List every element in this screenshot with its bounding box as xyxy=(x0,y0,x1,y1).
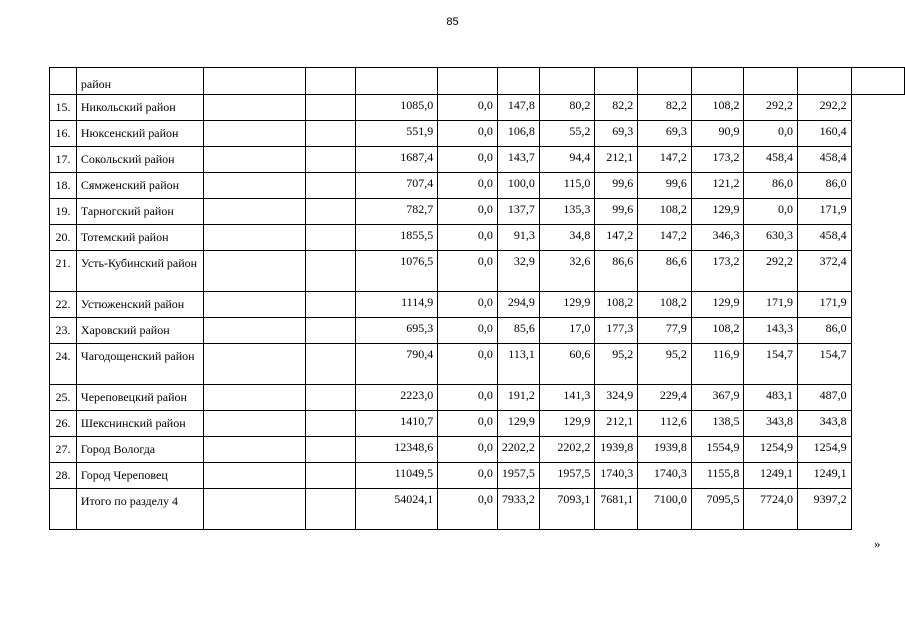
value-cell: 154,7 xyxy=(798,344,852,385)
empty-cell xyxy=(306,251,356,292)
empty-cell xyxy=(203,173,306,199)
value-cell: 32,9 xyxy=(497,251,539,292)
empty-cell xyxy=(306,437,356,463)
value-cell: 135,3 xyxy=(539,199,594,225)
total-row xyxy=(50,489,905,530)
empty-cell xyxy=(306,68,356,95)
value-cell: 108,2 xyxy=(691,95,744,121)
empty-cell xyxy=(203,489,306,530)
empty-cell xyxy=(306,344,356,385)
value-cell: 143,7 xyxy=(497,147,539,173)
value-cell: 60,6 xyxy=(539,344,594,385)
value-cell xyxy=(798,68,852,95)
value-cell: 1410,7 xyxy=(356,411,438,437)
empty-cell xyxy=(203,292,306,318)
value-cell xyxy=(851,68,904,95)
value-cell: 0,0 xyxy=(438,225,498,251)
table-row xyxy=(50,121,905,147)
value-cell: 86,0 xyxy=(798,173,852,199)
value-cell: 95,2 xyxy=(595,344,638,385)
table-row xyxy=(50,147,905,173)
value-cell: 0,0 xyxy=(438,437,498,463)
value-cell: 112,6 xyxy=(638,411,692,437)
empty-cell xyxy=(306,121,356,147)
row-index-cell xyxy=(50,489,77,530)
value-cell: 707,4 xyxy=(356,173,438,199)
table-row xyxy=(50,437,905,463)
total-value-cell: 7100,0 xyxy=(638,489,692,530)
row-index-cell: 19. xyxy=(50,199,77,225)
value-cell: 95,2 xyxy=(638,344,692,385)
value-cell: 55,2 xyxy=(539,121,594,147)
value-cell: 94,4 xyxy=(539,147,594,173)
value-cell: 367,9 xyxy=(691,385,744,411)
value-cell: 483,1 xyxy=(744,385,798,411)
total-value-cell: 7681,1 xyxy=(595,489,638,530)
value-cell: 782,7 xyxy=(356,199,438,225)
total-label-cell: Итого по разделу 4 xyxy=(76,489,203,530)
table-row xyxy=(50,251,905,292)
value-cell: 2223,0 xyxy=(356,385,438,411)
row-index-cell: 17. xyxy=(50,147,77,173)
value-cell: 69,3 xyxy=(638,121,692,147)
table-row xyxy=(50,225,905,251)
total-value-cell: 0,0 xyxy=(438,489,498,530)
value-cell: 790,4 xyxy=(356,344,438,385)
value-cell: 86,0 xyxy=(744,173,798,199)
value-cell: 121,2 xyxy=(691,173,744,199)
empty-cell xyxy=(203,251,306,292)
row-index-cell xyxy=(50,68,77,95)
value-cell: 11049,5 xyxy=(356,463,438,489)
value-cell: 80,2 xyxy=(539,95,594,121)
empty-cell xyxy=(203,318,306,344)
value-cell: 1114,9 xyxy=(356,292,438,318)
value-cell: 116,9 xyxy=(691,344,744,385)
empty-cell xyxy=(203,437,306,463)
value-cell: 1687,4 xyxy=(356,147,438,173)
empty-cell xyxy=(306,411,356,437)
value-cell: 1855,5 xyxy=(356,225,438,251)
value-cell: 0,0 xyxy=(438,95,498,121)
value-cell xyxy=(595,68,638,95)
value-cell: 147,2 xyxy=(638,225,692,251)
value-cell: 108,2 xyxy=(638,199,692,225)
value-cell: 99,6 xyxy=(595,173,638,199)
value-cell: 0,0 xyxy=(744,121,798,147)
value-cell: 86,0 xyxy=(798,318,852,344)
empty-cell xyxy=(203,225,306,251)
closing-quote: » xyxy=(874,536,881,551)
value-cell xyxy=(497,68,539,95)
table-row xyxy=(50,344,905,385)
value-cell: 343,8 xyxy=(744,411,798,437)
row-index-cell: 21. xyxy=(50,251,77,292)
value-cell: 90,9 xyxy=(691,121,744,147)
table-body xyxy=(50,68,905,530)
district-name-cell: Шекснинский район xyxy=(76,411,203,437)
value-cell: 292,2 xyxy=(798,95,852,121)
district-name-cell: Чагодощенский район xyxy=(76,344,203,385)
value-cell: 1076,5 xyxy=(356,251,438,292)
empty-cell xyxy=(203,147,306,173)
table-row xyxy=(50,318,905,344)
empty-cell xyxy=(306,292,356,318)
value-cell: 1957,5 xyxy=(497,463,539,489)
value-cell: 129,9 xyxy=(539,292,594,318)
empty-cell xyxy=(203,68,306,95)
value-cell: 1740,3 xyxy=(638,463,692,489)
district-name-cell: Харовский район xyxy=(76,318,203,344)
value-cell: 372,4 xyxy=(798,251,852,292)
value-cell: 294,9 xyxy=(497,292,539,318)
value-cell: 141,3 xyxy=(539,385,594,411)
empty-cell xyxy=(203,463,306,489)
value-cell: 2202,2 xyxy=(539,437,594,463)
row-index-cell: 16. xyxy=(50,121,77,147)
value-cell: 106,8 xyxy=(497,121,539,147)
value-cell: 143,3 xyxy=(744,318,798,344)
value-cell: 1740,3 xyxy=(595,463,638,489)
row-index-cell: 23. xyxy=(50,318,77,344)
table-row-continuation xyxy=(50,68,905,95)
value-cell: 458,4 xyxy=(744,147,798,173)
value-cell: 324,9 xyxy=(595,385,638,411)
value-cell: 82,2 xyxy=(638,95,692,121)
empty-cell xyxy=(306,489,356,530)
district-name-cell: район xyxy=(76,68,203,95)
value-cell: 343,8 xyxy=(798,411,852,437)
value-cell: 173,2 xyxy=(691,251,744,292)
budget-table xyxy=(49,67,905,530)
value-cell: 85,6 xyxy=(497,318,539,344)
value-cell: 171,9 xyxy=(744,292,798,318)
row-index-cell: 28. xyxy=(50,463,77,489)
empty-cell xyxy=(306,173,356,199)
row-index-cell: 24. xyxy=(50,344,77,385)
total-value-cell: 7933,2 xyxy=(497,489,539,530)
value-cell: 0,0 xyxy=(438,292,498,318)
empty-cell xyxy=(306,385,356,411)
value-cell: 129,9 xyxy=(691,199,744,225)
empty-cell xyxy=(203,385,306,411)
value-cell: 458,4 xyxy=(798,147,852,173)
empty-cell xyxy=(306,95,356,121)
total-value-cell: 7724,0 xyxy=(744,489,798,530)
value-cell: 129,9 xyxy=(691,292,744,318)
value-cell: 91,3 xyxy=(497,225,539,251)
value-cell: 177,3 xyxy=(595,318,638,344)
value-cell: 695,3 xyxy=(356,318,438,344)
value-cell: 171,9 xyxy=(798,199,852,225)
value-cell: 100,0 xyxy=(497,173,539,199)
value-cell xyxy=(744,68,798,95)
value-cell xyxy=(356,68,438,95)
value-cell: 0,0 xyxy=(438,385,498,411)
page-number: 85 xyxy=(446,16,459,28)
row-index-cell: 27. xyxy=(50,437,77,463)
empty-cell xyxy=(203,411,306,437)
value-cell: 69,3 xyxy=(595,121,638,147)
value-cell: 1085,0 xyxy=(356,95,438,121)
district-name-cell: Нюксенский район xyxy=(76,121,203,147)
value-cell: 1554,9 xyxy=(691,437,744,463)
value-cell: 1254,9 xyxy=(798,437,852,463)
district-name-cell: Тотемский район xyxy=(76,225,203,251)
table-row xyxy=(50,385,905,411)
empty-cell xyxy=(203,344,306,385)
total-value-cell: 7093,1 xyxy=(539,489,594,530)
row-index-cell: 20. xyxy=(50,225,77,251)
table-row xyxy=(50,199,905,225)
value-cell: 147,2 xyxy=(638,147,692,173)
value-cell xyxy=(638,68,692,95)
table-row xyxy=(50,292,905,318)
value-cell: 292,2 xyxy=(744,251,798,292)
value-cell: 0,0 xyxy=(438,344,498,385)
value-cell: 292,2 xyxy=(744,95,798,121)
value-cell: 34,8 xyxy=(539,225,594,251)
value-cell: 630,3 xyxy=(744,225,798,251)
value-cell: 0,0 xyxy=(438,411,498,437)
total-value-cell: 7095,5 xyxy=(691,489,744,530)
total-value-cell: 54024,1 xyxy=(356,489,438,530)
value-cell: 82,2 xyxy=(595,95,638,121)
district-name-cell: Никольский район xyxy=(76,95,203,121)
value-cell: 138,5 xyxy=(691,411,744,437)
empty-cell xyxy=(203,121,306,147)
district-name-cell: Сямженский район xyxy=(76,173,203,199)
value-cell: 1957,5 xyxy=(539,463,594,489)
value-cell: 113,1 xyxy=(497,344,539,385)
value-cell: 0,0 xyxy=(438,121,498,147)
value-cell: 1254,9 xyxy=(744,437,798,463)
value-cell: 229,4 xyxy=(638,385,692,411)
value-cell: 0,0 xyxy=(438,318,498,344)
value-cell: 0,0 xyxy=(438,463,498,489)
value-cell: 487,0 xyxy=(798,385,852,411)
value-cell: 99,6 xyxy=(595,199,638,225)
value-cell: 115,0 xyxy=(539,173,594,199)
value-cell: 1155,8 xyxy=(691,463,744,489)
value-cell: 0,0 xyxy=(438,199,498,225)
district-name-cell: Тарногский район xyxy=(76,199,203,225)
row-index-cell: 22. xyxy=(50,292,77,318)
empty-cell xyxy=(203,95,306,121)
row-index-cell: 25. xyxy=(50,385,77,411)
value-cell: 171,9 xyxy=(798,292,852,318)
table-row xyxy=(50,95,905,121)
empty-cell xyxy=(306,147,356,173)
value-cell: 32,6 xyxy=(539,251,594,292)
value-cell: 0,0 xyxy=(744,199,798,225)
value-cell xyxy=(691,68,744,95)
value-cell: 137,7 xyxy=(497,199,539,225)
value-cell xyxy=(438,68,498,95)
value-cell: 212,1 xyxy=(595,147,638,173)
value-cell: 129,9 xyxy=(539,411,594,437)
row-index-cell: 18. xyxy=(50,173,77,199)
value-cell: 108,2 xyxy=(691,318,744,344)
row-index-cell: 26. xyxy=(50,411,77,437)
total-value-cell: 9397,2 xyxy=(798,489,852,530)
value-cell: 147,2 xyxy=(595,225,638,251)
value-cell: 129,9 xyxy=(497,411,539,437)
empty-cell xyxy=(306,463,356,489)
value-cell: 2202,2 xyxy=(497,437,539,463)
value-cell: 86,6 xyxy=(638,251,692,292)
district-name-cell: Город Череповец xyxy=(76,463,203,489)
district-name-cell: Устюженский район xyxy=(76,292,203,318)
table-row xyxy=(50,173,905,199)
value-cell: 458,4 xyxy=(798,225,852,251)
row-index-cell: 15. xyxy=(50,95,77,121)
value-cell: 1249,1 xyxy=(798,463,852,489)
value-cell: 191,2 xyxy=(497,385,539,411)
district-name-cell: Город Вологда xyxy=(76,437,203,463)
value-cell: 17,0 xyxy=(539,318,594,344)
value-cell: 108,2 xyxy=(595,292,638,318)
value-cell: 173,2 xyxy=(691,147,744,173)
empty-cell xyxy=(203,199,306,225)
value-cell xyxy=(539,68,594,95)
value-cell: 1249,1 xyxy=(744,463,798,489)
value-cell: 147,8 xyxy=(497,95,539,121)
district-name-cell: Череповецкий район xyxy=(76,385,203,411)
empty-cell xyxy=(306,199,356,225)
value-cell: 551,9 xyxy=(356,121,438,147)
value-cell: 77,9 xyxy=(638,318,692,344)
value-cell: 99,6 xyxy=(638,173,692,199)
value-cell: 212,1 xyxy=(595,411,638,437)
empty-cell xyxy=(306,225,356,251)
value-cell: 1939,8 xyxy=(638,437,692,463)
value-cell: 12348,6 xyxy=(356,437,438,463)
value-cell: 0,0 xyxy=(438,251,498,292)
value-cell: 86,6 xyxy=(595,251,638,292)
empty-cell xyxy=(306,318,356,344)
value-cell: 160,4 xyxy=(798,121,852,147)
table-row xyxy=(50,463,905,489)
value-cell: 0,0 xyxy=(438,173,498,199)
value-cell: 346,3 xyxy=(691,225,744,251)
value-cell: 108,2 xyxy=(638,292,692,318)
district-name-cell: Сокольский район xyxy=(76,147,203,173)
district-name-cell: Усть-Кубинский район xyxy=(76,251,203,292)
value-cell: 0,0 xyxy=(438,147,498,173)
value-cell: 154,7 xyxy=(744,344,798,385)
value-cell: 1939,8 xyxy=(595,437,638,463)
table-row xyxy=(50,411,905,437)
